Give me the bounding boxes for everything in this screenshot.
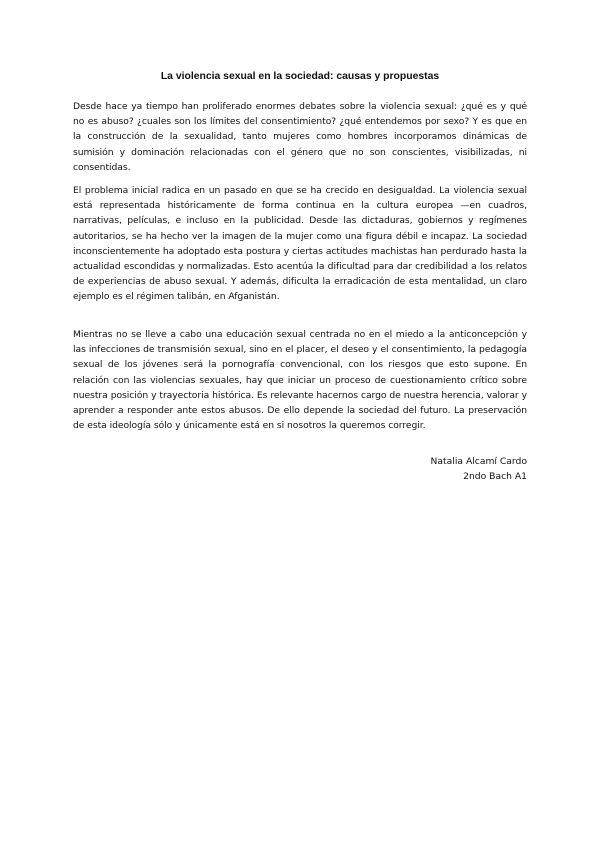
- paragraph-intro: Desde hace ya tiempo han proliferado enormes debates sobre la violencia sexual: ¿qué es y qué no es abuso? ¿cuales son los límites del consentimiento? ¿qué entendemos por sexo? Y es que en la construcción de la sexualidad, tanto mujeres como hombres incorporamos dinámicas de sumisión y dominación relacionadas con el género que no son conscientes, visibilizadas, ni consentidas.: [73, 101, 527, 173]
- class-group: 2ndo Bach A1: [463, 471, 527, 483]
- author-name: Natalia Alcamí Cardo: [430, 456, 527, 467]
- paragraph-proposals: Mientras no se lleve a cabo una educación sexual centrada no en el miedo a la anticoncepción y las infecciones de transmisión sexual, sino en el placer, el deseo y el consentimiento, la pedagogía sexual de los jóvenes será la pornografía convencional, con los riesgos que esto supone. En relación con las violencias sexuales, hay que iniciar un proceso de cuestionamiento crítico sobre nuestra posición y trayectoria histórica. Es relevante hacernos cargo de nuestra herencia, valorar y aprender a responder ante estos abusos. De ello depende la sociedad del futuro. La preservación de esta ideología sólo y únicamente está en si nosotros la queremos corregir.: [73, 329, 527, 432]
- signature-block: [300, 454, 527, 484]
- document-title: La violencia sexual en la sociedad: causas y propuestas: [160, 71, 440, 82]
- paragraph-causes: El problema inicial radica en un pasado en que se ha crecido en desigualdad. La violencia sexual está representada históricamente de forma continua en la cultura europea —en cuadros, narrativas, películas, e incluso en la publicidad. Desde las dictaduras, gobiernos y regímenes autoritarios, se ha hecho ver la imagen de la mujer como una figura débil e incapaz. La sociedad inconscientemente ha adoptado esta postura y ciertas actitudes machistas han perdurado hasta la actualidad escondidas y normalizadas. Esto acentúa la dificultad para dar credibilidad a los relatos de experiencias de abuso sexual. Y además, dificulta la erradicación de esta mentalidad, un claro ejemplo es el régimen talibán, en Afganistán.: [73, 185, 527, 303]
